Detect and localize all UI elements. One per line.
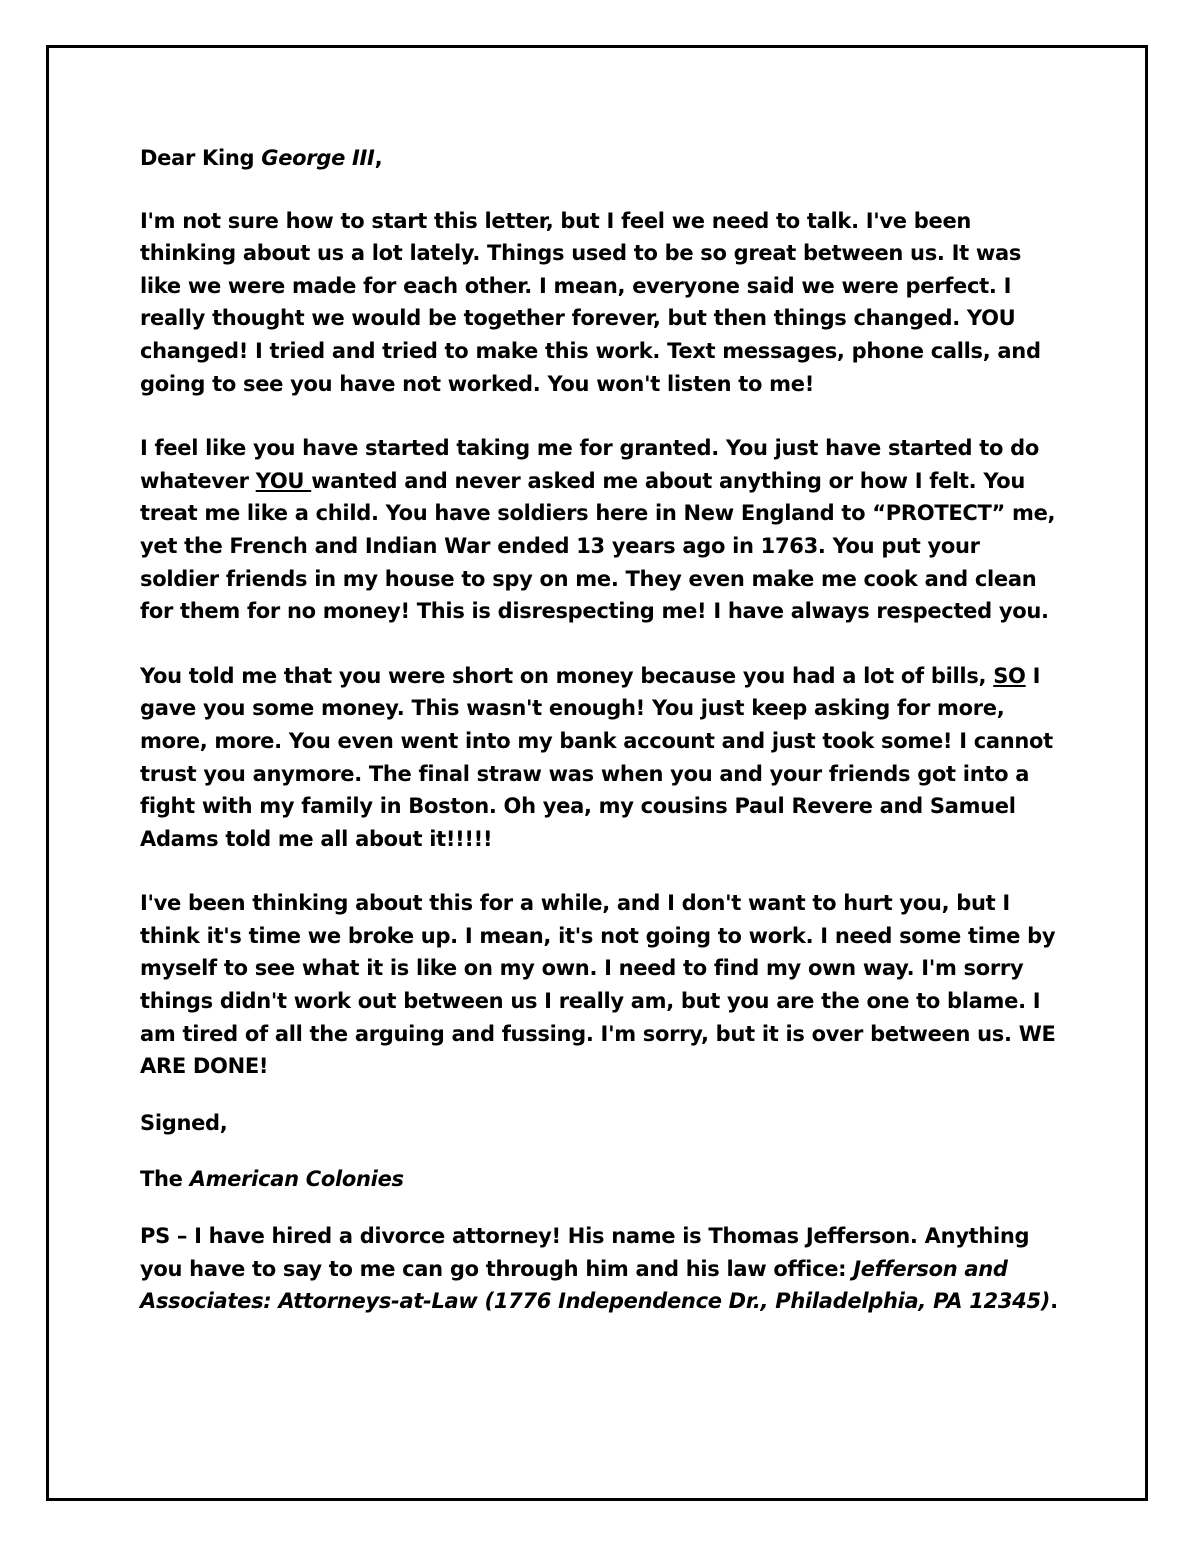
paragraph-1: I'm not sure how to start this letter, but I feel we need to talk. I've been thinking about us a lot lately. Things used to be so great between us. It was like we were made for each other. I mean, everyone said we were perfect. I really thought we would be together forever, but then things changed. YOU changed! I tried and tried to make this work. Text messages, phone calls, and going to see you have not worked. You won't listen to me! <box>140 208 1041 396</box>
postscript-part-1: PS – I have hired a divorce attorney! His name is Thomas Jefferson. Anything you have to say to me can go through him and his law office: <box>140 1224 1030 1281</box>
paragraph-2 <box>140 432 1060 628</box>
postscript-firm: Jefferson and Associates: Attorneys-at-Law (1776 Independence Dr., Philadelphia, PA 12345) <box>140 1256 1051 1314</box>
letter-body <box>140 142 1060 1350</box>
paragraph-3-part-1: You told me that you were short on money because you had a lot of bills, <box>140 663 994 688</box>
closing: Signed, <box>140 1110 228 1135</box>
paragraph-4: I've been thinking about this for a while, and I don't want to hurt you, but I think it's time we broke up. I mean, it's not going to work. I need some time by myself to see what it is like on my own. I need to find my own way. I'm sorry things didn't work out between us I really am, but you are the one to blame. I am tired of all the arguing and fussing. I'm sorry, but it is over between us. WE ARE DONE! <box>140 891 1056 1079</box>
paragraph-3 <box>140 660 1060 856</box>
paragraph-2-part-1: I feel like you have started taking me for granted. You just have started to do whatever <box>140 436 1040 493</box>
paragraph-2-part-2: wanted and never asked me about anything or how I felt. You treat me like a child. You have soldiers here in New England to “PROTECT” me, yet the French and Indian War ended 13 years ago in 1763. You put your soldier friends in my house to spy on me. They even make me cook and clean for them for no money! This is disrespecting me! I have always respected you. <box>140 468 1056 624</box>
signature <box>140 1163 1060 1196</box>
paragraph-3-part-2: I gave you some money. This wasn't enough! You just keep asking for more, more, more. You even went into my bank account and just took some! I cannot trust you anymore. The final straw was when you and your friends got into a fight with my family in Boston. Oh yea, my cousins Paul Revere and Samuel Adams told me all about it!!!!! <box>140 663 1053 851</box>
paragraph-3-emphasis: SO <box>993 663 1026 688</box>
salutation-name: George III <box>261 146 375 170</box>
salutation-suffix: , <box>374 146 383 170</box>
salutation-prefix: Dear King <box>140 146 262 170</box>
paragraph-2-emphasis: YOU <box>255 468 312 493</box>
postscript <box>140 1220 1060 1318</box>
postscript-end: . <box>1050 1289 1058 1314</box>
salutation <box>140 142 1060 175</box>
signature-prefix: The <box>140 1167 190 1192</box>
signature-name: American Colonies <box>189 1167 404 1192</box>
